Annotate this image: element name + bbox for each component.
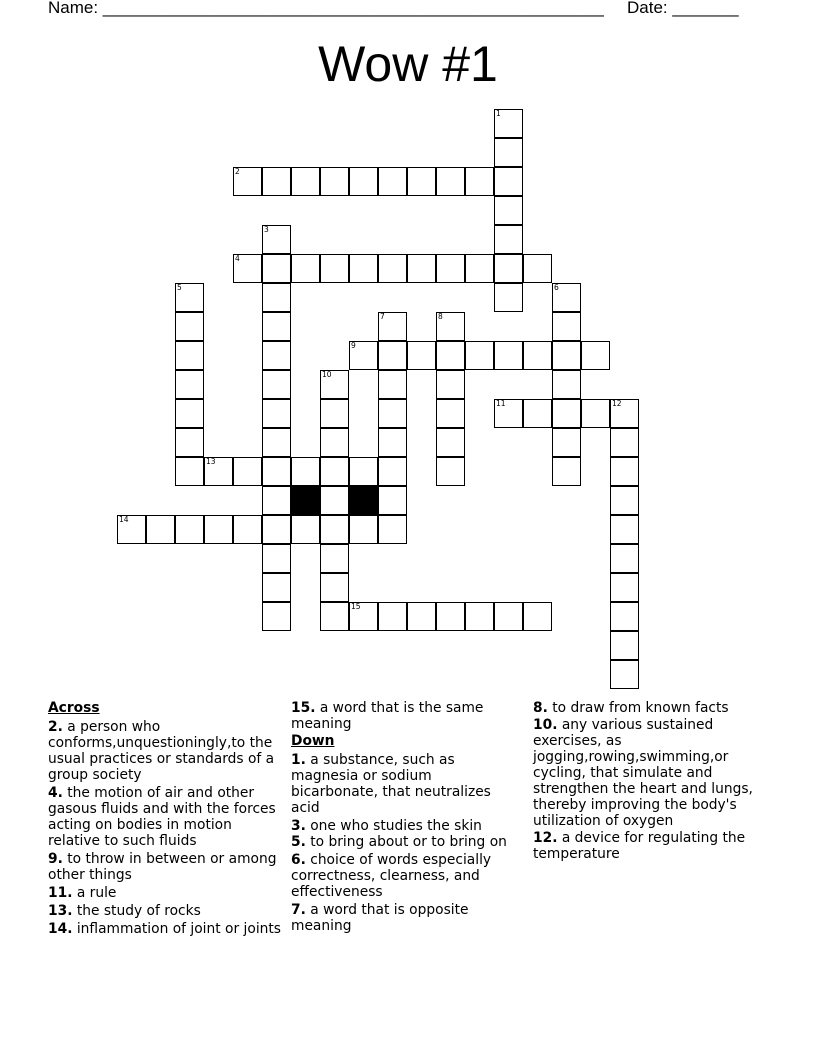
grid-cell[interactable] xyxy=(494,399,523,428)
grid-cell[interactable] xyxy=(349,167,378,196)
grid-cell[interactable] xyxy=(494,167,523,196)
grid-cell[interactable] xyxy=(523,602,552,631)
grid-cell[interactable] xyxy=(320,428,349,457)
down-heading: Down xyxy=(291,733,335,749)
grid-cell[interactable] xyxy=(465,341,494,370)
grid-cell[interactable] xyxy=(407,341,436,370)
grid-cell[interactable] xyxy=(262,225,291,254)
grid-cell[interactable] xyxy=(320,167,349,196)
name-line[interactable]: _____________________________________________________ xyxy=(102,0,604,17)
grid-cell[interactable] xyxy=(262,312,291,341)
grid-cell[interactable] xyxy=(175,312,204,341)
cell-number: 10 xyxy=(322,370,332,379)
grid-cell[interactable] xyxy=(407,167,436,196)
grid-cell[interactable] xyxy=(523,341,552,370)
grid-cell[interactable] xyxy=(378,254,407,283)
grid-cell[interactable] xyxy=(291,167,320,196)
grid-cell[interactable] xyxy=(494,109,523,138)
black-square xyxy=(291,486,320,515)
grid-cell[interactable] xyxy=(378,515,407,544)
grid-cell[interactable] xyxy=(378,399,407,428)
grid-cell[interactable] xyxy=(204,515,233,544)
grid-cell[interactable] xyxy=(175,515,204,544)
across-clue: 11. a rule xyxy=(48,885,117,901)
grid-cell[interactable] xyxy=(146,515,175,544)
grid-cell[interactable] xyxy=(175,370,204,399)
grid-cell[interactable] xyxy=(610,399,639,428)
grid-cell[interactable] xyxy=(465,167,494,196)
grid-cell[interactable] xyxy=(320,370,349,399)
cell-number: 6 xyxy=(554,283,559,292)
grid-cell[interactable] xyxy=(581,399,610,428)
grid-cell[interactable] xyxy=(436,370,465,399)
grid-cell[interactable] xyxy=(378,457,407,486)
grid-cell[interactable] xyxy=(378,370,407,399)
grid-cell[interactable] xyxy=(262,254,291,283)
grid-cell[interactable] xyxy=(117,515,146,544)
grid-cell[interactable] xyxy=(610,428,639,457)
clues-column-2 xyxy=(291,700,516,934)
grid-cell[interactable] xyxy=(407,254,436,283)
grid-cell[interactable] xyxy=(610,660,639,689)
grid-cell[interactable] xyxy=(204,457,233,486)
grid-cell[interactable] xyxy=(175,341,204,370)
grid-cell[interactable] xyxy=(378,428,407,457)
black-square xyxy=(349,486,378,515)
grid-cell[interactable] xyxy=(378,167,407,196)
grid-cell[interactable] xyxy=(291,457,320,486)
grid-cell[interactable] xyxy=(436,602,465,631)
grid-cell[interactable] xyxy=(262,428,291,457)
grid-cell[interactable] xyxy=(494,225,523,254)
grid-cell[interactable] xyxy=(233,457,262,486)
grid-cell[interactable] xyxy=(320,486,349,515)
grid-cell[interactable] xyxy=(610,515,639,544)
grid-cell[interactable] xyxy=(552,370,581,399)
name-field[interactable] xyxy=(48,0,604,19)
grid-cell[interactable] xyxy=(320,399,349,428)
grid-cell[interactable] xyxy=(320,602,349,631)
name-label: Name: xyxy=(48,0,103,17)
cell-number: 9 xyxy=(351,341,356,350)
cell-number: 12 xyxy=(612,399,622,408)
cell-number: 2 xyxy=(235,167,240,176)
grid-cell[interactable] xyxy=(320,515,349,544)
grid-cell[interactable] xyxy=(262,399,291,428)
grid-cell[interactable] xyxy=(262,283,291,312)
grid-cell[interactable] xyxy=(523,254,552,283)
grid-cell[interactable] xyxy=(262,167,291,196)
across-clue: 13. the study of rocks xyxy=(48,903,201,919)
grid-cell[interactable] xyxy=(291,515,320,544)
grid-cell[interactable] xyxy=(494,341,523,370)
grid-cell[interactable] xyxy=(349,515,378,544)
grid-cell[interactable] xyxy=(378,486,407,515)
grid-cell[interactable] xyxy=(610,457,639,486)
grid-cell[interactable] xyxy=(436,167,465,196)
across-clue: 2. a person who conforms,unquestioningly,to the usual practices or standards of a group society xyxy=(48,719,275,783)
grid-cell[interactable] xyxy=(552,399,581,428)
grid-cell[interactable] xyxy=(320,254,349,283)
cell-number: 15 xyxy=(351,602,361,611)
grid-cell[interactable] xyxy=(262,341,291,370)
grid-cell[interactable] xyxy=(552,341,581,370)
grid-cell[interactable] xyxy=(610,631,639,660)
grid-cell[interactable] xyxy=(494,196,523,225)
cell-number: 4 xyxy=(235,254,240,263)
grid-cell[interactable] xyxy=(262,602,291,631)
grid-cell[interactable] xyxy=(552,457,581,486)
date-field[interactable] xyxy=(627,0,739,19)
grid-cell[interactable] xyxy=(552,283,581,312)
grid-cell[interactable] xyxy=(262,515,291,544)
across-clue: 9. to throw in between or among other things xyxy=(48,851,277,883)
grid-cell[interactable] xyxy=(436,254,465,283)
cell-number: 7 xyxy=(380,312,385,321)
grid-cell[interactable] xyxy=(436,399,465,428)
grid-cell[interactable] xyxy=(494,138,523,167)
grid-cell[interactable] xyxy=(175,428,204,457)
across-clue: 4. the motion of air and other gasous fluids and with the forces acting on bodies in motion relative to such fluids xyxy=(48,785,276,849)
grid-cell[interactable] xyxy=(262,573,291,602)
cell-number: 1 xyxy=(496,109,501,118)
grid-cell[interactable] xyxy=(378,602,407,631)
grid-cell[interactable] xyxy=(552,428,581,457)
down-clue: 3. one who studies the skin xyxy=(291,818,482,834)
grid-cell[interactable] xyxy=(175,283,204,312)
grid-cell[interactable] xyxy=(610,486,639,515)
down-clue: 5. to bring about or to bring on xyxy=(291,834,507,850)
grid-cell[interactable] xyxy=(610,573,639,602)
grid-cell[interactable] xyxy=(349,602,378,631)
grid-cell[interactable] xyxy=(262,370,291,399)
grid-cell[interactable] xyxy=(262,457,291,486)
grid-cell[interactable] xyxy=(262,486,291,515)
grid-cell[interactable] xyxy=(378,312,407,341)
grid-cell[interactable] xyxy=(610,602,639,631)
down-clue: 7. a word that is opposite meaning xyxy=(291,902,469,934)
grid-cell[interactable] xyxy=(233,167,262,196)
cell-number: 5 xyxy=(177,283,182,292)
grid-cell[interactable] xyxy=(349,457,378,486)
date-line[interactable]: _______ xyxy=(672,0,739,17)
down-clue: 10. any various sustained exercises, as jogging,rowing,swimming,or cycling, that simulate and strengthen the heart and lungs, thereby improving the body's utilization of oxygen xyxy=(533,717,753,829)
grid-cell[interactable] xyxy=(436,428,465,457)
grid-cell[interactable] xyxy=(320,544,349,573)
puzzle-title: Wow #1 xyxy=(318,36,498,92)
grid-cell[interactable] xyxy=(349,254,378,283)
grid-cell[interactable] xyxy=(465,602,494,631)
grid-cell[interactable] xyxy=(494,254,523,283)
grid-cell[interactable] xyxy=(320,457,349,486)
grid-cell[interactable] xyxy=(349,341,378,370)
grid-cell[interactable] xyxy=(436,312,465,341)
clues-column-3 xyxy=(533,700,773,862)
grid-cell[interactable] xyxy=(465,254,494,283)
grid-cell[interactable] xyxy=(494,283,523,312)
date-label: Date: xyxy=(627,0,673,17)
grid-cell[interactable] xyxy=(291,254,320,283)
cell-number: 3 xyxy=(264,225,269,234)
grid-cell[interactable] xyxy=(436,341,465,370)
down-clue: 12. a device for regulating the temperature xyxy=(533,830,746,862)
cell-number: 11 xyxy=(496,399,506,408)
grid-cell[interactable] xyxy=(523,399,552,428)
grid-cell[interactable] xyxy=(175,457,204,486)
grid-cell[interactable] xyxy=(262,544,291,573)
across-clue: 14. inflammation of joint or joints xyxy=(48,921,281,937)
across-heading: Across xyxy=(48,700,100,716)
clues-column-1 xyxy=(48,700,286,937)
down-clue: 1. a substance, such as magnesia or sodium bicarbonate, that neutralizes acid xyxy=(291,752,491,816)
grid-cell[interactable] xyxy=(494,602,523,631)
down-clue: 8. to draw from known facts xyxy=(533,700,729,716)
grid-cell[interactable] xyxy=(378,341,407,370)
grid-cell[interactable] xyxy=(175,399,204,428)
down-clue: 6. choice of words especially correctness, clearness, and effectiveness xyxy=(291,852,492,900)
cell-number: 13 xyxy=(206,457,216,466)
grid-cell[interactable] xyxy=(407,602,436,631)
grid-cell[interactable] xyxy=(233,254,262,283)
cell-number: 14 xyxy=(119,515,129,524)
grid-cell[interactable] xyxy=(581,341,610,370)
grid-cell[interactable] xyxy=(610,544,639,573)
grid-cell[interactable] xyxy=(233,515,262,544)
grid-cell[interactable] xyxy=(320,573,349,602)
grid-cell[interactable] xyxy=(552,312,581,341)
grid-cell[interactable] xyxy=(436,457,465,486)
across-clue: 15. a word that is the same meaning xyxy=(291,700,484,732)
cell-number: 8 xyxy=(438,312,443,321)
